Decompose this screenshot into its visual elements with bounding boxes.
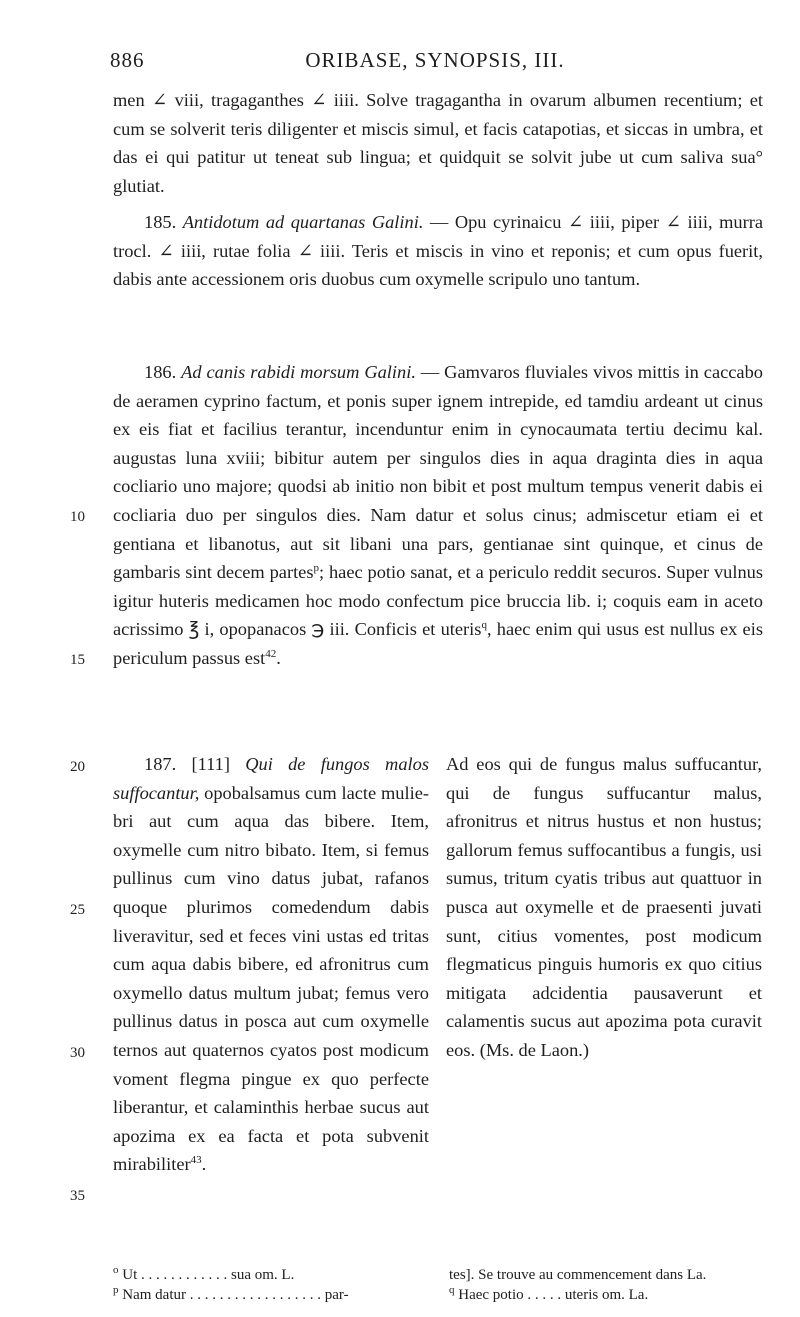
section-186-text2: ; haec potio sanat, et a periculo reddit securos. Super vulnus igitur huteris medicamen hoc modo confectum pice bruccia lib. i; coquis eam in aceto acrissimo ℥ i, opopanacos ℈ iii. Conficis et uteris bbox=[113, 562, 763, 640]
footnote-mark: p bbox=[113, 1284, 119, 1296]
section-185-number: 185. bbox=[144, 212, 177, 232]
section-185-title: Antidotum ad quartanas Galini. bbox=[182, 212, 424, 232]
footnote-mark: o bbox=[113, 1264, 119, 1276]
section-186 bbox=[113, 358, 763, 673]
section-187-paragraph bbox=[113, 750, 429, 1179]
line-number: 30 bbox=[70, 1045, 85, 1061]
line-number: 35 bbox=[70, 1188, 85, 1204]
footnote-text: Haec potio . . . . . uteris om. La. bbox=[458, 1287, 649, 1303]
footnotes-right bbox=[449, 1265, 765, 1305]
section-186-text4: . bbox=[276, 647, 281, 668]
section-186-paragraph bbox=[113, 358, 763, 673]
section-187-bracket: [111] bbox=[191, 754, 230, 774]
footnote-text: Ut . . . . . . . . . . . . sua om. L. bbox=[122, 1267, 295, 1283]
section-186-text: — Gamvaros fluviales vivos mittis in caccabo de aeramen cyprino factum, et ponis super ignem intrepide, ed tamdiu ardeant ut cinus ex eis fiat et facilius terantur, incenduntur enim in cynocaumata tertiu decimu kal. augustas luna xviii; bibitur autem per singulos dies in aqua draginta dies in aqua cocliario uno majore; quodsi ab initio non bibit et post multum tempus venerit dabis ei cocliaria duo per singulos dies. Nam datur et solus cinus; admiscetur etiam ei et gentiana et libanotus, aut sit libani una pars, gentianae sint quinque, et cinus de gambaris sint decem partes bbox=[113, 362, 763, 583]
footnote-mark: q bbox=[449, 1284, 455, 1296]
section-185-text: — Opu cyrinaicu ∠ iiii, piper ∠ iiii, murra trocl. ∠ iiii, rutae folia ∠ iiii. Teris et miscis in vino et reponis; et cum opus fuerit, dabis ante accessionem oris duobus cum oxymelle scripulo uno tantum. bbox=[113, 212, 763, 290]
page-number: 886 bbox=[110, 48, 145, 72]
footnote-o bbox=[113, 1265, 423, 1285]
line-number: 25 bbox=[70, 902, 85, 918]
footnote-text: Nam datur . . . . . . . . . . . . . . . . . . par- bbox=[122, 1287, 349, 1303]
line-number: 10 bbox=[70, 509, 85, 525]
section-185 bbox=[113, 208, 763, 294]
footnote-q bbox=[449, 1285, 765, 1305]
note-ref-42: 42 bbox=[265, 647, 277, 660]
laon-text: Ad eos qui de fungus malus suffucantur, qui de fungus suffucantur malus, afronitrus et nitrus hustus et non hustus; gallorum femus suffocantibus a fungis, usi sumus, tritum cyatis tribus aut quattuor in pusca aut oxymelle et de praesenti juvati sunt, citius vomentes, post modicum flegmaticus pinguis humoris ex quo citius mitigata adcidentia pausaverunt et calamentis sucus aut apozima pota curavit eos. (Ms. de Laon.) bbox=[446, 754, 762, 1060]
running-title: ORIBASE, SYNOPSIS, III. bbox=[305, 48, 565, 72]
footnote-ref-q: q bbox=[481, 619, 487, 632]
section-186-title: Ad canis rabidi morsum Galini. bbox=[181, 362, 416, 382]
section-186-number: 186. bbox=[144, 362, 177, 382]
line-number: 20 bbox=[70, 759, 85, 775]
footnote-p-continued: tes]. Se trouve au commencement dans La. bbox=[449, 1267, 707, 1283]
section-187 bbox=[113, 750, 429, 1179]
line-number: 15 bbox=[70, 652, 85, 668]
section-187-title: Qui de fungos malos suffocantur, bbox=[113, 754, 429, 803]
section-187-number: 187. bbox=[144, 754, 177, 774]
section-187-end: . bbox=[201, 1154, 207, 1175]
section-185-paragraph bbox=[113, 208, 763, 294]
footnote-p bbox=[113, 1285, 423, 1305]
footnote-ref-p: p bbox=[313, 562, 319, 575]
intro-text: men ∠ viii, tragaganthes ∠ iiii. Solve tragagantha in ovarum albumen recentium; et cum se solverit teris diligenter et miscis simul, et facis catapotias, et siccas in umbra, et das ei qui patitur ut teneat sub lingua; et quidquit se solvit jube ut cum saliva sua° glutiat. bbox=[113, 90, 763, 196]
section-187-text: opobalsamus cum lacte muliebri aut cum aqua das bibere. Item, oxymelle cum nitro bibato. Item, si femus pullinus cum vino datus jubat, rafanos quoque plurimos comedendum dabis liveravitur, sed et feces vini ustas ed tritas cum aqua dabis bibere, ed afronitrus cum oxymello datus multum jubat; femus vero pullinus datus in posca aut cum oxymelle ternos aut quaternos cyatos post modicum voment flegma pingue ex quo perfecte liberantur, et calaminthis herbae sucus aut apozima ex ea facta et pota subvenit mirabiliter bbox=[113, 782, 429, 1175]
note-ref-43: 43 bbox=[190, 1154, 202, 1167]
footnotes-left bbox=[113, 1265, 423, 1305]
section-186-text3: , haec enim qui usus est nullus ex eis periculum passus est bbox=[113, 619, 763, 668]
intro-paragraph bbox=[113, 86, 763, 200]
laon-column bbox=[446, 750, 762, 1065]
